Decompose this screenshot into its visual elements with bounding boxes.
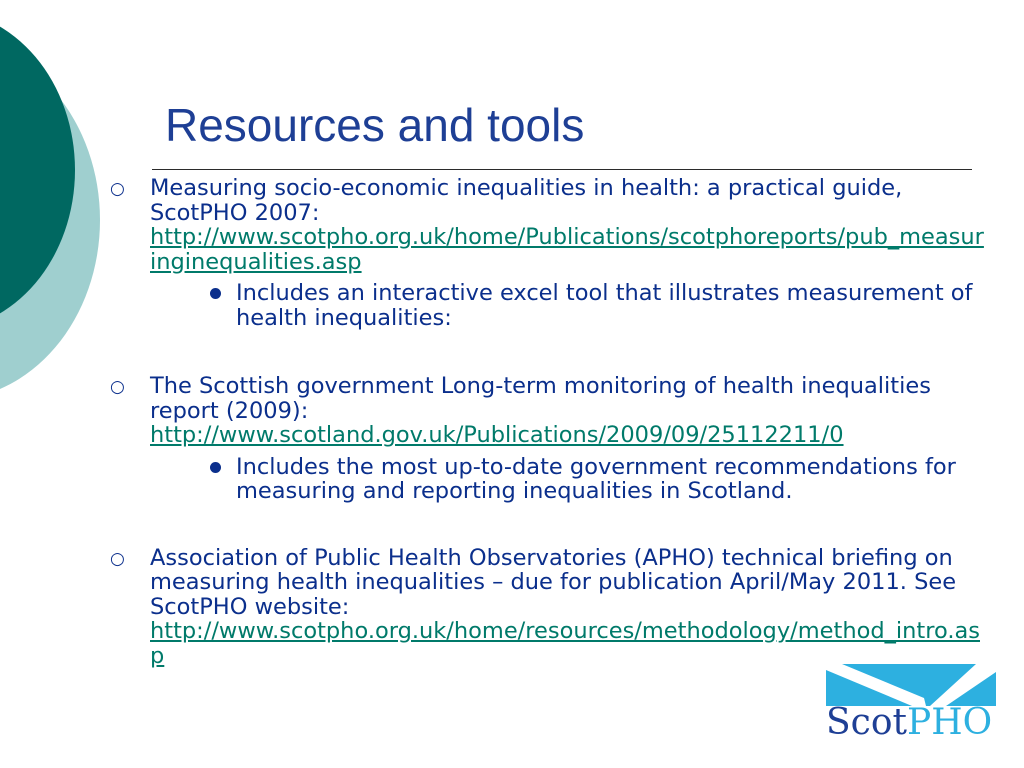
logo-wordmark: ScotPHO [826,702,993,743]
item-text: Association of Public Health Observatories (APHO) technical briefing on measuring health inequalities – due for publication April/May 2011. See ScotPHO website: [150,544,957,620]
list-item [110,374,990,504]
circle-bullet-icon: ○ [110,377,125,397]
item-text: The Scottish government Long-term monitoring of health inequalities report (2009): [150,373,931,424]
sub-item [210,281,990,330]
sub-item-text: Includes an interactive excel tool that illustrates measurement of health inequalities: [236,280,973,331]
slide-title: Resources and tools [165,99,585,151]
dot-bullet-icon [210,462,221,473]
circle-bullet-icon: ○ [110,548,125,569]
sub-item [210,455,990,504]
resource-link[interactable]: http://www.scotpho.org.uk/home/resources/methodology/method_intro.asp [150,618,980,669]
circle-bullet-icon: ○ [110,179,125,199]
scotpho-logo [826,664,996,742]
list-item [110,176,990,330]
title-divider [152,169,972,170]
resource-link[interactable]: http://www.scotland.gov.uk/Publications/2009/09/25112211/0 [150,422,844,448]
slide-body [110,176,990,668]
list-item [110,546,990,669]
sub-item-text: Includes the most up-to-date government recommendations for measuring and reporting inequalities in Scotland. [236,453,956,504]
item-text: Measuring socio-economic inequalities in health: a practical guide, ScotPHO 2007: [150,175,903,226]
saltire-flag-icon [826,664,996,706]
resource-link[interactable]: http://www.scotpho.org.uk/home/Publications/scotphoreports/pub_measuringinequalities.asp [150,224,984,275]
dot-bullet-icon [210,288,221,299]
